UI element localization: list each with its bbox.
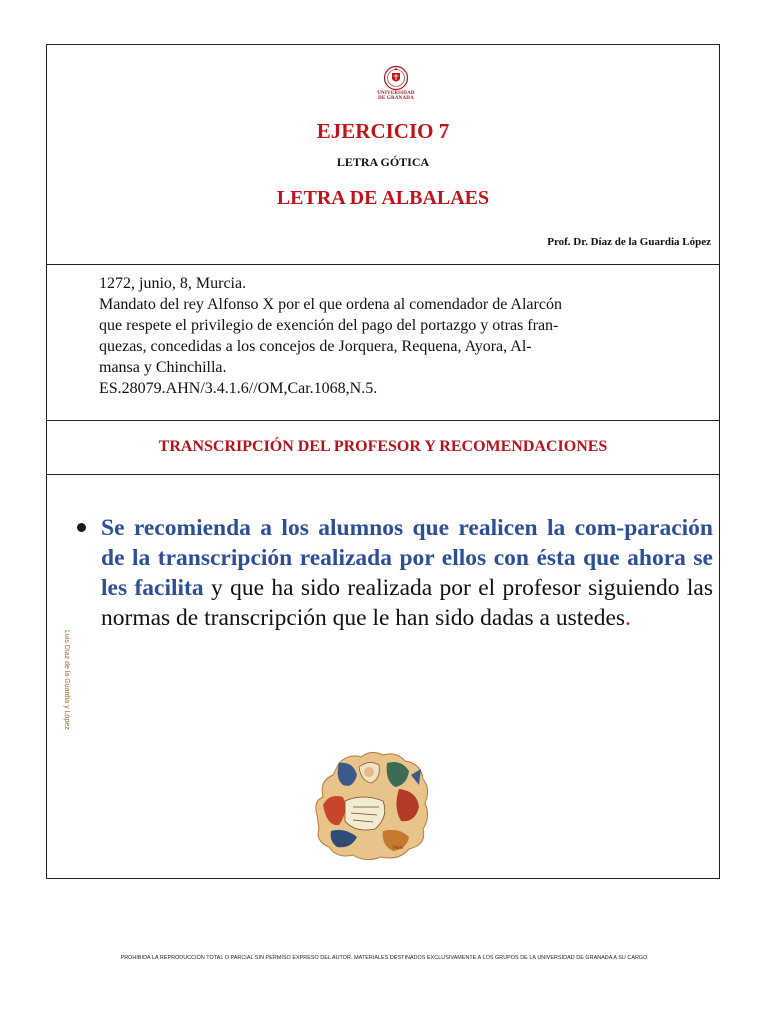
transcription-title-section [47,421,719,475]
exercise-subtitle: LETRA GÓTICA [336,155,430,169]
recommendation-section [47,475,719,878]
meta-line-signature: ES.28079.AHN/3.4.1.6//OM,Car.1068,N.5. [99,380,378,397]
meta-line: que respete el privilegio de exención del pago del portazgo y otras fran- [99,317,559,334]
recommendation-final-dot: . [625,605,631,631]
svg-text:Pinto: Pinto [393,846,404,851]
svg-text:Pinto: Pinto [337,842,348,847]
side-credit: Luis Díaz de la Guardia y López [63,630,70,730]
recommendation-highlight: Se recomienda a los alumnos que realicen la com-paración de la transcripción realizada por ellos con ésta que ahora se les facilita [101,515,713,601]
recommendation-rest: y que ha sido realizada por el profesor siguiendo las normas de transcripción que le han sido dadas a ustedes [101,575,713,631]
meta-line: quezas, concedidas a los concejos de Jorquera, Requena, Ayora, Al- [99,338,532,355]
script-name: LETRA DE ALBALAES [276,187,490,209]
meta-line: Mandato del rey Alfonso X por el que ordena al comendador de Alarcón [99,296,562,313]
header-section [47,45,719,265]
logo-text-line1: UNIVERSIDAD [377,91,415,96]
section-title: TRANSCRIPCIÓN DEL PROFESOR Y RECOMENDACIONES [158,438,608,455]
recommendation-item [77,513,713,633]
document-meta-section [47,265,719,421]
meta-line: mansa y Chinchilla. [99,359,227,376]
university-logo [371,65,421,105]
university-crest-icon [383,65,409,91]
bullet-icon [77,523,86,532]
meta-line-date: 1272, junio, 8, Murcia. [99,275,247,292]
professor-name: Prof. Dr. Díaz de la Guardia López [547,236,711,248]
medieval-miniature-image [309,745,433,863]
exercise-sheet [46,44,720,879]
logo-text-line2: DE GRANADA [378,96,414,101]
recommendation-text [101,513,713,633]
exercise-title: EJERCICIO 7 [316,119,450,143]
copyright-footer: PROHIBIDA LA REPRODUCCIÓN TOTAL O PARCIAL SIN PERMISO EXPRESO DEL AUTOR. MATERIALES DESTINADOS EXCLUSIVAMENTE A LOS GRUPOS DE LA UNIVERSIDAD DE GRANADA A SU CARGO [120,955,648,961]
document-description [99,273,669,399]
